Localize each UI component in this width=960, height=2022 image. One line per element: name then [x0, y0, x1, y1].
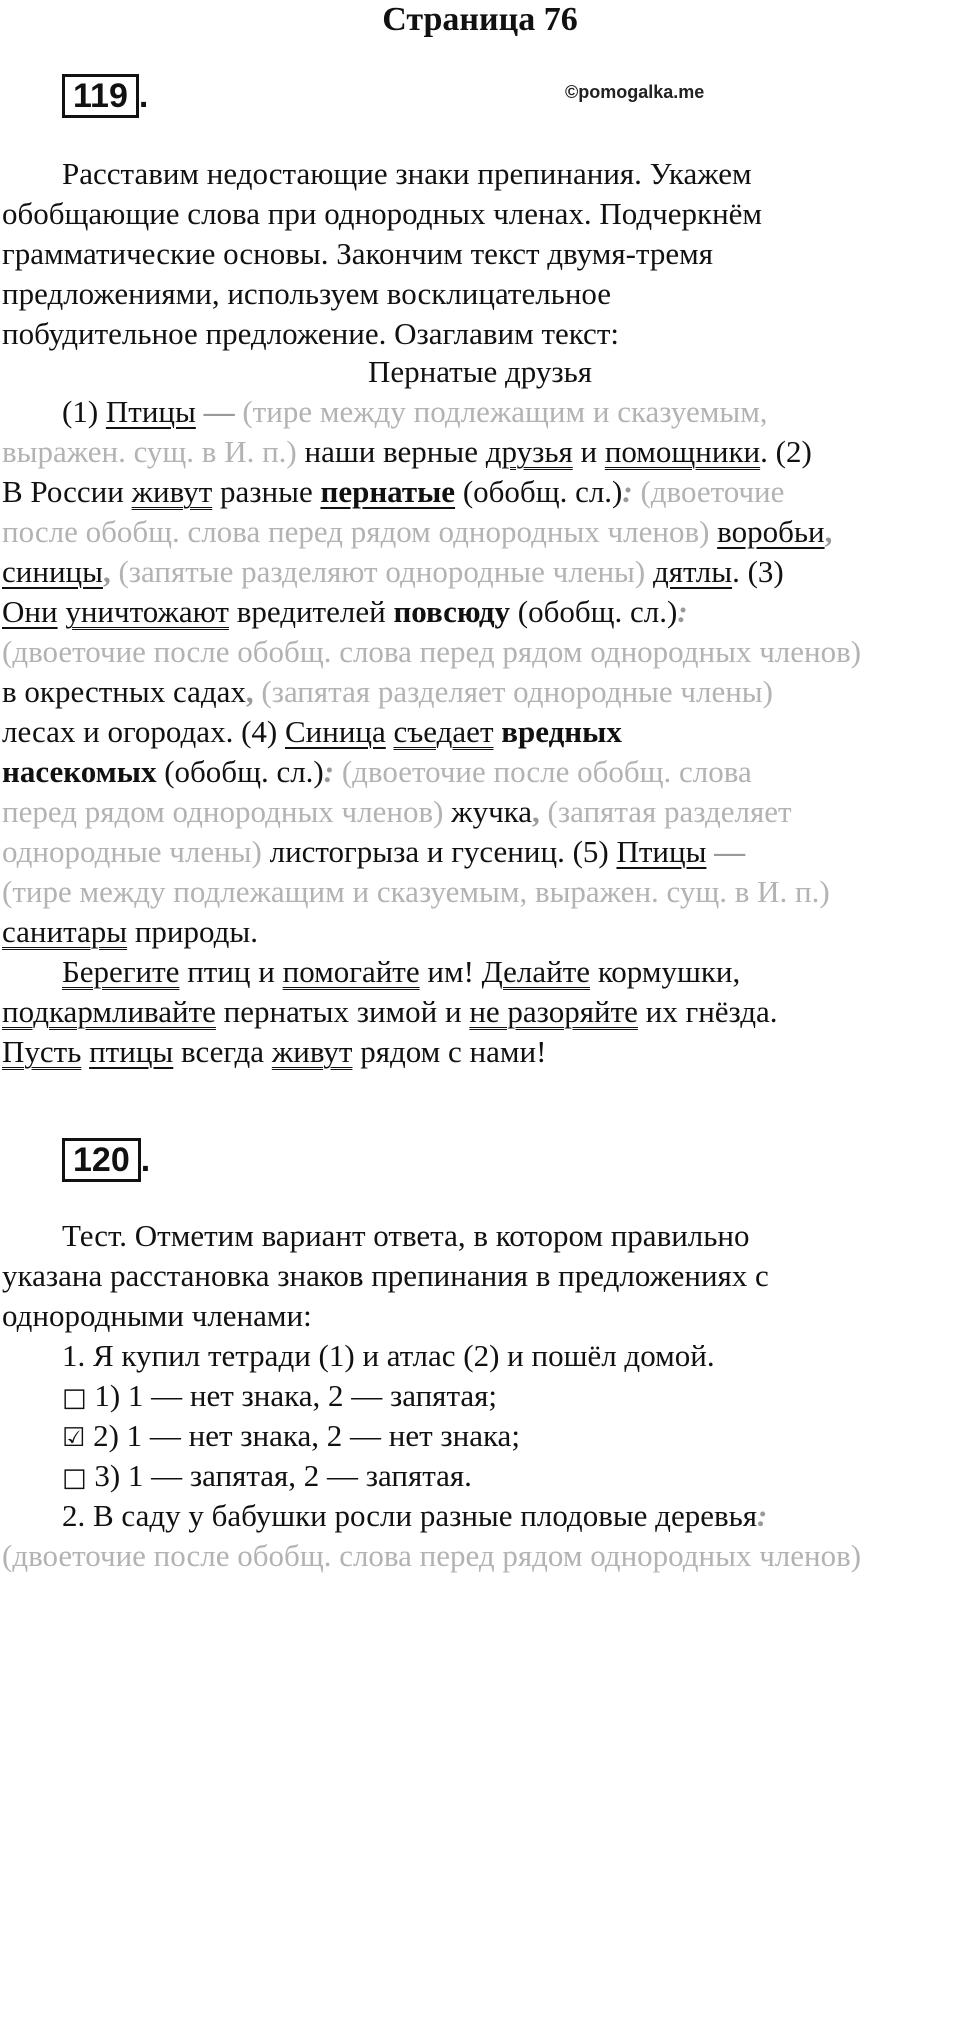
test-intro-line-2: указана расстановка знаков препинания в предложениях с [2, 1258, 769, 1293]
text-line-13 [0, 872, 960, 912]
text-line-5: синицы, (запятые разделяют однородные члены) дятлы. (3) [2, 554, 784, 589]
intro-line-4: предложениями, используем восклицательное [2, 276, 612, 311]
predicate-word: не разоряйте [469, 994, 638, 1029]
text-line-6: Они уничтожают вредителей повсюду (обобщ. сл.): [2, 594, 688, 629]
intro-line-5: побудительное предложение. Озаглавим текст: [2, 316, 619, 351]
text-line-15: Берегите птиц и помогайте им! Делайте кормушки, [62, 954, 741, 989]
predicate-word: Берегите [62, 954, 180, 989]
predicate-word: живут [271, 1034, 353, 1069]
comment: выражен. сущ. в И. п.) [2, 434, 297, 469]
comment: перед рядом однородных членов) [2, 794, 452, 829]
generalizing-word: повсюду [393, 594, 511, 629]
subject-word: Синица [284, 714, 386, 749]
answer-option-1[interactable]: □ 1) 1 — нет знака, 2 — запятая; [0, 1376, 960, 1418]
exercise-number-box: 119 [62, 74, 139, 118]
comment: однородные члены) [2, 834, 270, 869]
predicate-word: подкармливайте [2, 994, 216, 1029]
subject-word: синицы [2, 554, 103, 589]
answer-option-2[interactable]: ☑ 2) 1 — нет знака, 2 — нет знака; [0, 1416, 960, 1458]
text-line-3: В России живут разные пернатые (обобщ. сл.): (двоеточие [2, 474, 785, 509]
text-line-16: подкармливайте пернатых зимой и не разоряйте их гнёзда. [2, 994, 778, 1029]
predicate-word: съедает [393, 714, 494, 749]
subject-word: Птицы [105, 394, 196, 429]
predicate-word: Делайте [481, 954, 591, 989]
subject-word: Они [2, 594, 58, 629]
checkbox-empty-icon[interactable]: □ [62, 1383, 87, 1413]
exercise-number-box: 120 [62, 1138, 141, 1182]
text-line-11: перед рядом однородных членов) жучка, (запятая разделяет [2, 794, 792, 829]
exercise-number-119: 119 . [62, 74, 148, 118]
text-title: Пернатые друзья [367, 354, 593, 389]
subject-word: Птицы [616, 834, 707, 869]
predicate-word: Пусть [2, 1034, 82, 1069]
comment: (двоеточие [632, 474, 785, 509]
comment: (запятые разделяют однородные члены) [110, 554, 653, 589]
subject-word: птицы [89, 1034, 174, 1069]
predicate-word: помощники [604, 434, 761, 469]
checkbox-empty-icon[interactable]: □ [62, 1463, 87, 1493]
intro-line-2: обобщающие слова при однородных членах. Подчеркнём [2, 196, 763, 231]
text-line-2: выражен. сущ. в И. п.) наши верные друзья и помощники. (2) [2, 434, 812, 469]
subject-word: воробьи [717, 514, 825, 549]
generalizing-word: пернатые [320, 474, 456, 509]
text-line-10: насекомых (обобщ. сл.): (двоеточие после обобщ. слова [2, 754, 752, 789]
checkbox-checked-icon[interactable]: ☑ [62, 1423, 86, 1453]
generalizing-word: насекомых [2, 754, 157, 789]
subject-word: дятлы [652, 554, 733, 589]
text-line-12: однородные члены) листогрыза и гусениц. (5) Птицы — [2, 834, 746, 869]
question-2-comment [0, 1536, 960, 1576]
intro-line-3: грамматические основы. Закончим текст двумя-тремя [2, 236, 713, 271]
predicate-word: санитары [2, 914, 128, 949]
text-line-4: после обобщ. слова перед рядом однородных членов) воробьи, [2, 514, 833, 549]
test-intro-line-1: Тест. Отметим вариант ответа, в котором правильно [62, 1218, 750, 1253]
text-line-7 [0, 632, 960, 672]
exercise-number-120: 120 . [62, 1138, 150, 1182]
comment: (запятая разделяет [539, 794, 792, 829]
predicate-word: живут [131, 474, 213, 509]
comment: после обобщ. слова перед рядом однородных членов) [2, 514, 718, 549]
text-line-9: лесах и огородах. (4) Синица съедает вредных [2, 714, 622, 749]
question-2: 2. В саду у бабушки росли разные плодовые деревья: [62, 1498, 768, 1533]
text-line-8: в окрестных садах, (запятая разделяет однородные члены) [2, 674, 773, 709]
text-line-17: Пусть птицы всегда живут рядом с нами! [2, 1034, 547, 1069]
predicate-word: помогайте [282, 954, 420, 989]
comment: (тире между подлежащим и сказуемым, [234, 394, 768, 429]
predicate-word: друзья [485, 434, 573, 469]
question-1: 1. Я купил тетради (1) и атлас (2) и пошёл домой. [62, 1338, 715, 1373]
page-title: Страница 76 [382, 1, 578, 38]
comment: (двоеточие после обобщ. слова перед рядом однородных членов) [2, 1538, 862, 1573]
test-intro-line-3: однородными членами: [2, 1298, 312, 1333]
comment: (запятая разделяет однородные члены) [253, 674, 773, 709]
comment: (двоеточие после обобщ. слова [334, 754, 752, 789]
comment: (двоеточие после обобщ. слова перед рядом однородных членов) [2, 634, 862, 669]
generalizing-word: вредных [501, 714, 622, 749]
text-line-14: санитары природы. [2, 914, 258, 949]
watermark: ©pomogalka.me [565, 82, 705, 102]
answer-option-3[interactable]: □ 3) 1 — запятая, 2 — запятая. [0, 1456, 960, 1498]
comment: (тире между подлежащим и сказуемым, выражен. сущ. в И. п.) [2, 874, 830, 909]
text-line-1: (1) Птицы — (тире между подлежащим и сказуемым, [62, 394, 768, 429]
predicate-word: уничтожают [65, 594, 229, 629]
intro-line-1: Расставим недостающие знаки препинания. Укажем [62, 156, 752, 191]
